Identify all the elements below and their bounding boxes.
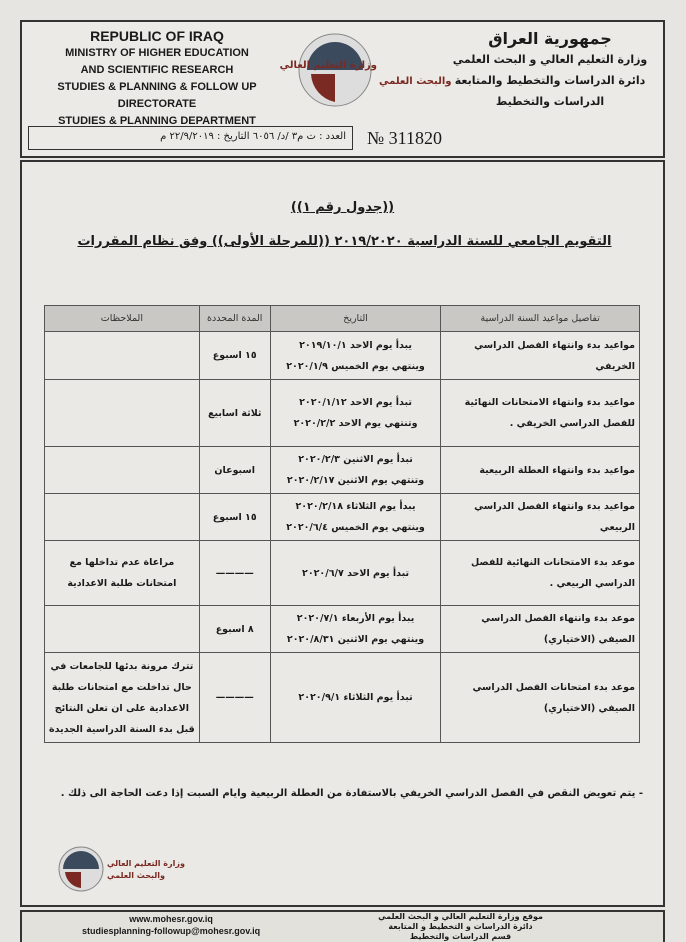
cell-date: [270, 447, 441, 494]
header-details: تفاصيل مواعيد السنة الدراسية: [441, 306, 640, 332]
table-header-row: [45, 306, 640, 332]
footer-line: قسم الدراسات والتخطيط: [409, 932, 512, 941]
header-duration: المدة المحددة: [199, 306, 270, 332]
footer-line: موقع وزارة التعليم العالي و البحث العلمي: [378, 912, 543, 921]
start-date: تبدأ يوم الثلاثاء ٢٠٢٠/٩/١: [298, 692, 413, 703]
start-date: يبدأ يوم الاحد ٢٠١٩/١٠/١: [299, 339, 412, 351]
country-name: REPUBLIC OF IRAQ: [90, 28, 224, 44]
footer-arabic: [378, 912, 543, 942]
department-line: STUDIES & PLANNING DEPARTMENT: [58, 115, 256, 127]
start-date: يبدأ يوم الثلاثاء ٢٠٢٠/٢/١٨: [295, 501, 416, 512]
cell-details: مواعيد بدء وانتهاء العطلة الربيعية: [441, 447, 640, 494]
cell-details: مواعيد بدء وانتهاء الامتحانات النهائية للفصل الدراسي الخريفي .: [441, 380, 640, 447]
ministry-line: MINISTRY OF HIGHER EDUCATION: [65, 47, 249, 59]
start-date: تبدأ يوم الاثنين ٢٠٢٠/٢/٣: [298, 454, 413, 465]
header-notes: الملاحظات: [45, 306, 200, 332]
footnote: - يتم تعويض النقص في الفصل الدراسي الخريفي بالاستفادة من العطلة الربيعية وايام السبت إذا دعت الحاجة الى ذلك .: [60, 788, 643, 799]
cell-notes: تترك مرونة بدئها للجامعات في حال تداخلت مع امتحانات طلبة الاعدادية على ان تعلن النتائج قبل بدء السنة الدراسية الجديدة: [45, 653, 200, 743]
letterhead: [20, 20, 665, 158]
email-link[interactable]: studiesplanning-followup@mohesr.gov.iq: [82, 926, 261, 936]
table-number-title: ((جدول رقم ١)): [290, 200, 395, 215]
footer-logo: [57, 844, 185, 894]
reference-box: العدد : ت م٣ /د/ ٦٠٥٦ التاريخ : ٢٢/٩/٢٠١٩ م: [28, 126, 353, 150]
svg-text:وزارة التعليم العالي: وزارة التعليم العالي: [107, 859, 185, 868]
end-date: وينتهي يوم الخميس ٢٠٢٠/١/٩: [286, 360, 425, 372]
cell-notes: [45, 494, 200, 541]
directorate-line-ar: دائرة الدراسات والتخطيط والمتابعة: [454, 74, 646, 87]
letterhead-arabic: [445, 28, 655, 112]
start-date: تبدأ يوم الاحد ٢٠٢٠/١/١٢: [299, 397, 412, 408]
cell-date: [270, 380, 441, 447]
cell-duration: ثلاثة اسابيع: [199, 380, 270, 447]
calendar-title: التقويم الجامعي للسنة الدراسية ٢٠١٩/٢٠٢٠ ((للمرحلة الأولى)) وفق نظام المقررات: [77, 234, 612, 249]
cell-notes: [45, 447, 200, 494]
department-line-ar: الدراسات والتخطيط: [495, 95, 605, 108]
cell-notes: [45, 606, 200, 653]
document-number: № 311820: [367, 128, 443, 148]
table-row: [45, 380, 640, 447]
start-date: يبدأ يوم الأربعاء ٢٠٢٠/٧/١: [296, 613, 415, 624]
table-row: [45, 541, 640, 606]
cell-notes: [45, 332, 200, 380]
cell-details: موعد بدء امتحانات الفصل الدراسي الصيفي (الاختياري): [441, 653, 640, 743]
start-date: تبدأ يوم الاحد ٢٠٢٠/٦/٧: [302, 567, 410, 579]
end-date: وتنتهي يوم الاثنين ٢٠٢٠/٢/١٧: [286, 475, 425, 486]
cell-details: موعد بدء الامتحانات النهائية للفصل الدراسي الربيعي .: [441, 541, 640, 606]
table-row: [45, 494, 640, 541]
ministry-line-ar: وزارة التعليم العالي و البحث العلمي: [452, 53, 648, 66]
letterhead-english: [22, 28, 292, 130]
end-date: وتنتهي يوم الاحد ٢٠٢٠/٢/٢: [293, 418, 418, 429]
cell-details: مواعيد بدء وانتهاء الفصل الدراسي الخريفي: [441, 332, 640, 380]
table-row: [45, 606, 640, 653]
svg-text:والبحث العلمي: والبحث العلمي: [379, 76, 452, 87]
cell-date: [270, 541, 441, 606]
academic-calendar-table: [44, 305, 640, 743]
cell-duration: ————: [199, 653, 270, 743]
directorate-line: STUDIES & PLANNING & FOLLOW UP DIRECTORATE: [57, 81, 257, 110]
cell-duration: ————: [199, 541, 270, 606]
cell-duration: ١٥ اسبوع: [199, 332, 270, 380]
ministry-logo: [279, 30, 452, 110]
cell-notes: مراعاة عدم تداخلها مع امتحانات طلبة الاعدادية: [45, 541, 200, 606]
header-date: التاريخ: [270, 306, 441, 332]
cell-details: مواعيد بدء وانتهاء الفصل الدراسي الربيعي: [441, 494, 640, 541]
footer-contact: [82, 913, 260, 937]
cell-notes: [45, 380, 200, 447]
website-link[interactable]: www.mohesr.gov.iq: [129, 914, 213, 924]
svg-text:وزارة التعليم العالي: وزارة التعليم العالي: [279, 60, 377, 71]
cell-details: موعد بدء وانتهاء الفصل الدراسي الصيفي (الاختياري): [441, 606, 640, 653]
end-date: وينتهي يوم الخميس ٢٠٢٠/٦/٤: [286, 522, 425, 533]
country-name-ar: جمهورية العراق: [488, 29, 612, 48]
cell-date: [270, 494, 441, 541]
ministry-line-2: AND SCIENTIFIC RESEARCH: [80, 64, 234, 76]
cell-duration: ١٥ اسبوع: [199, 494, 270, 541]
cell-duration: اسبوعان: [199, 447, 270, 494]
footer-line: دائرة الدراسات و التخطيط و المتابعة: [388, 922, 533, 931]
end-date: وينتهي يوم الاثنين ٢٠٢٠/٨/٣١: [286, 634, 425, 645]
table-row: [45, 653, 640, 743]
cell-date: [270, 332, 441, 380]
cell-duration: ٨ اسبوع: [199, 606, 270, 653]
table-row: [45, 332, 640, 380]
svg-text:والبحث العلمي: والبحث العلمي: [107, 871, 165, 880]
footer: [20, 910, 665, 942]
table-row: [45, 447, 640, 494]
cell-date: [270, 606, 441, 653]
cell-date: [270, 653, 441, 743]
document-body: [20, 160, 665, 907]
